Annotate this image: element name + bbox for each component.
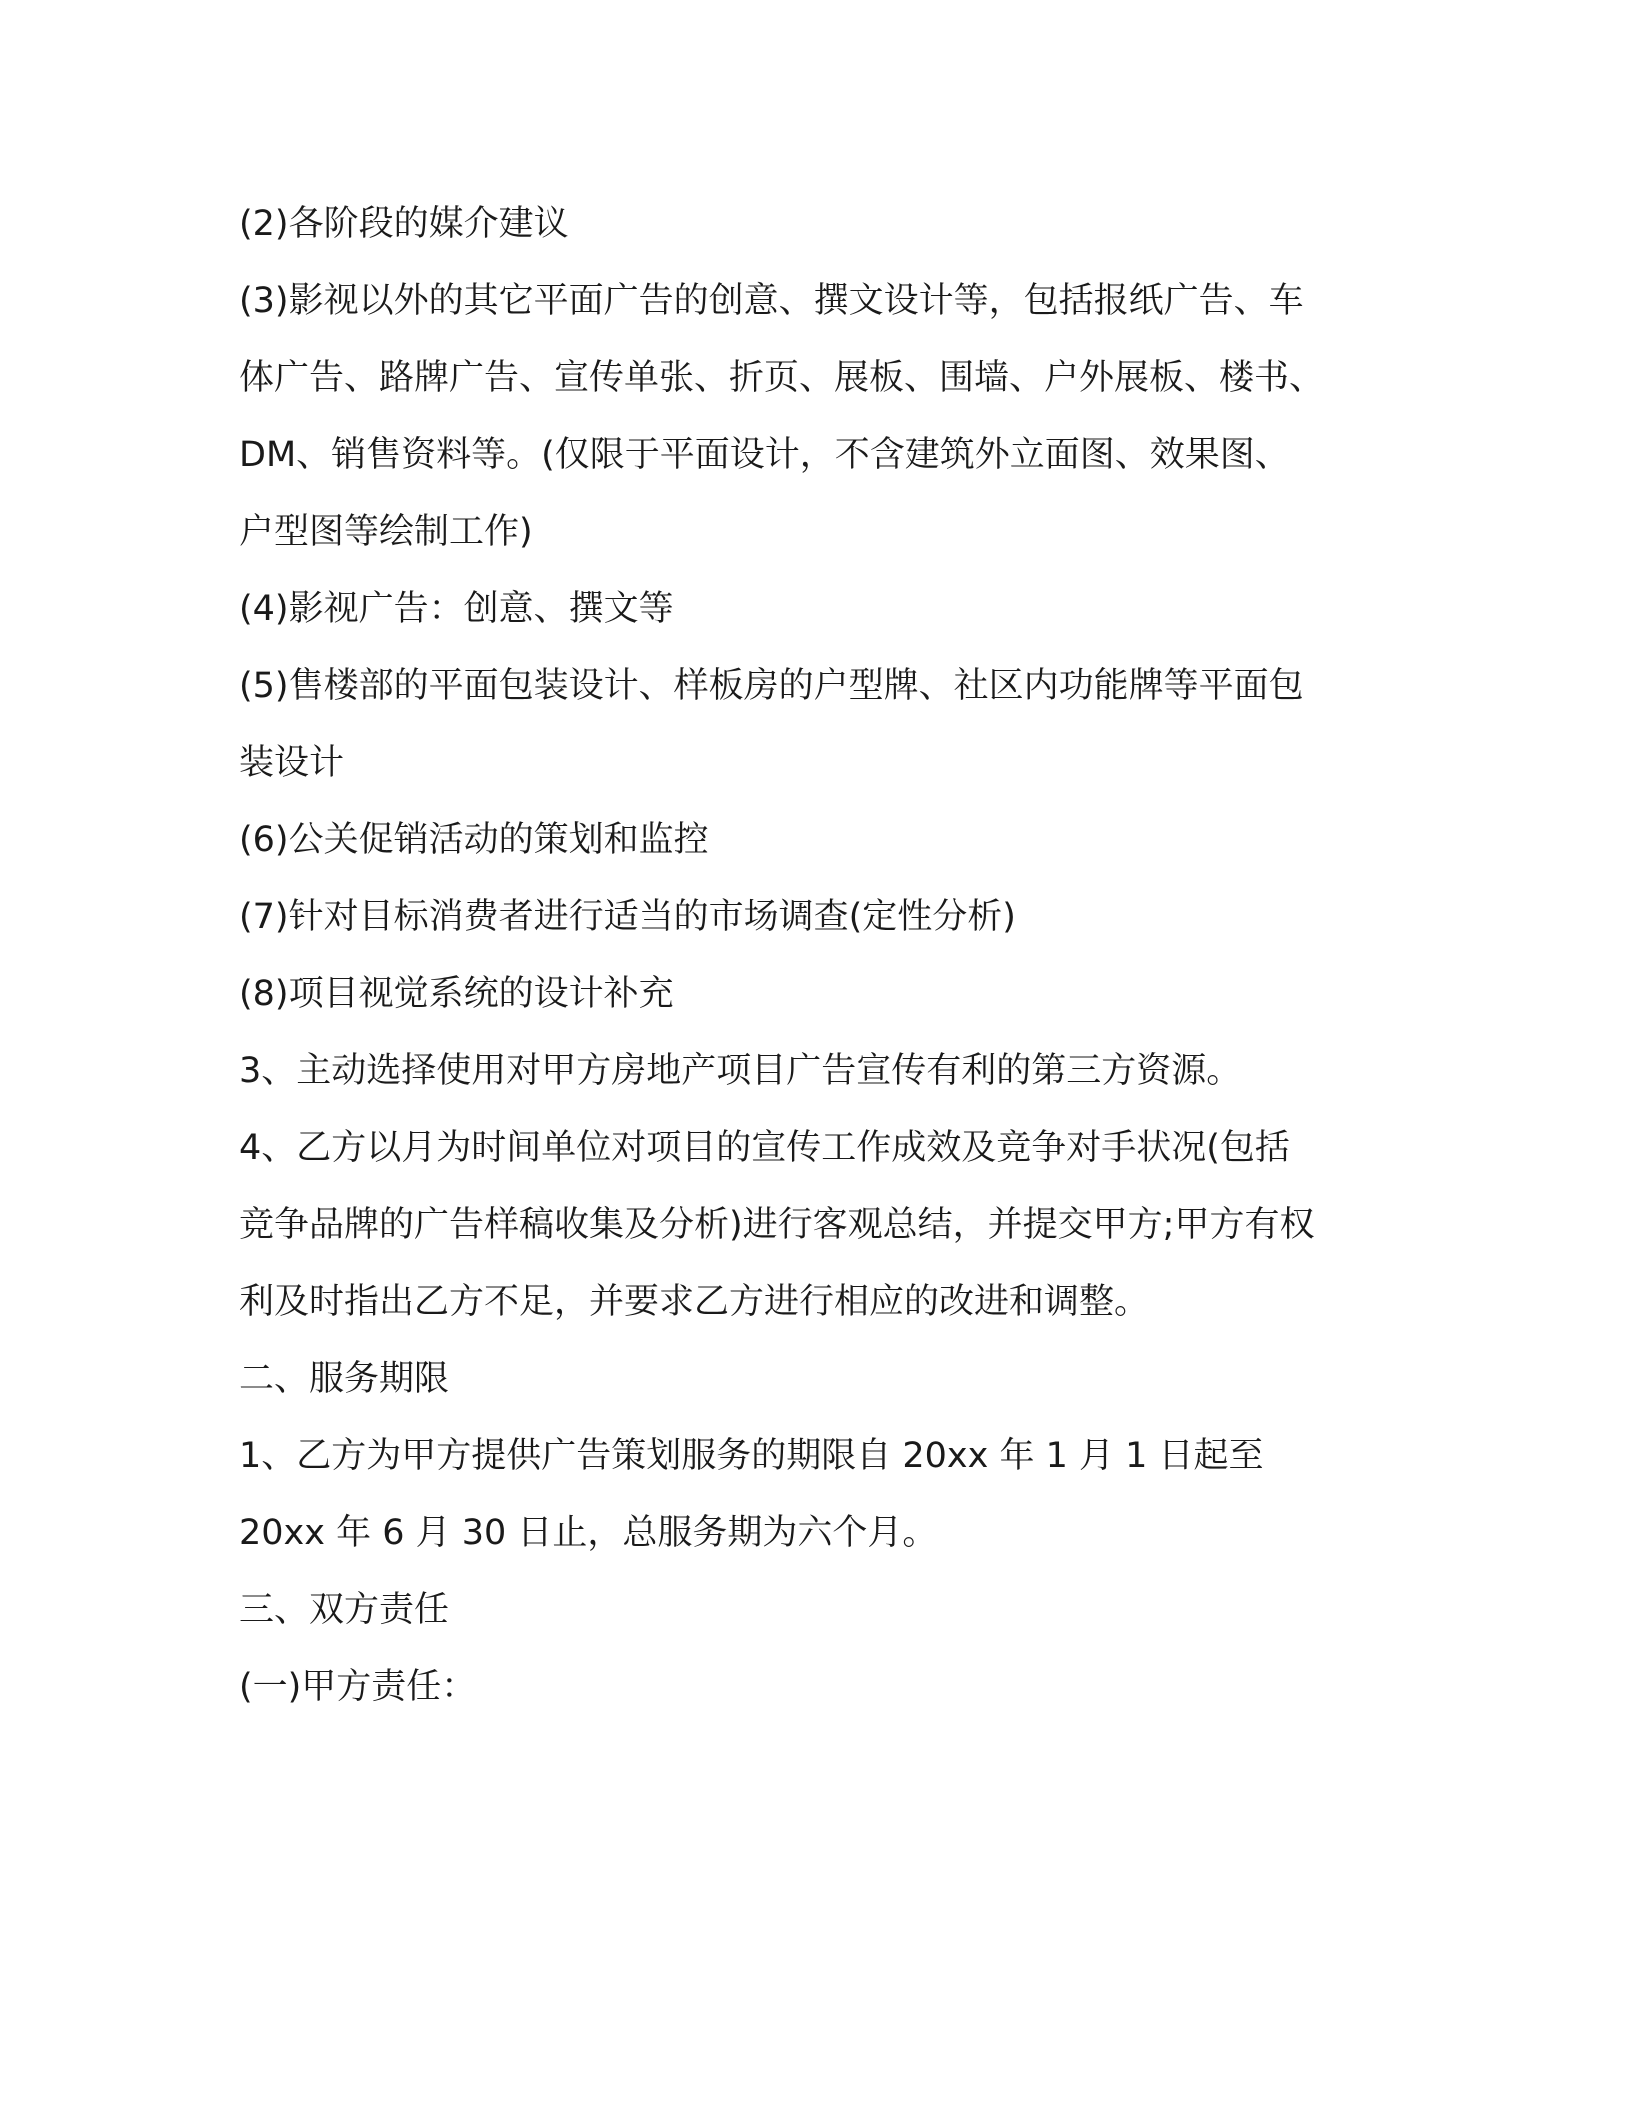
text-line: DM、销售资料等。(仅限于平面设计，不含建筑外立面图、效果图、 [239,435,1290,475]
text-line: (4)影视广告：创意、撰文等 [239,589,674,629]
text-line: 户型图等绘制工作) [239,512,533,552]
text-line: (8)项目视觉系统的设计补充 [239,974,674,1014]
text-line: 体广告、路牌广告、宣传单张、折页、展板、围墙、户外展板、楼书、 [239,358,1325,398]
text-line: 20xx 年 6 月 30 日止，总服务期为六个月。 [239,1513,938,1553]
section-heading: 二、服务期限 [239,1359,450,1399]
text-line: (7)针对目标消费者进行适当的市场调查(定性分析) [239,897,1016,937]
text-line: 4、乙方以月为时间单位对项目的宣传工作成效及竞争对手状况(包括 [239,1128,1290,1168]
text-line: 利及时指出乙方不足，并要求乙方进行相应的改进和调整。 [239,1282,1150,1322]
text-line: (2)各阶段的媒介建议 [239,204,569,244]
text-line: 竞争品牌的广告样稿收集及分析)进行客观总结，并提交甲方;甲方有权 [239,1205,1315,1245]
section-heading: 三、双方责任 [239,1590,450,1630]
document-body [239,186,1399,1726]
text-line: (6)公关促销活动的策划和监控 [239,820,709,860]
text-line: 1、乙方为甲方提供广告策划服务的期限自 20xx 年 1 月 1 日起至 [239,1436,1264,1476]
text-line: 3、主动选择使用对甲方房地产项目广告宣传有利的第三方资源。 [239,1051,1242,1091]
text-line: (5)售楼部的平面包装设计、样板房的户型牌、社区内功能牌等平面包 [239,666,1304,706]
text-line: 装设计 [239,743,345,783]
text-line: (3)影视以外的其它平面广告的创意、撰文设计等，包括报纸广告、车 [239,281,1304,321]
subsection-heading: (一)甲方责任： [239,1667,477,1707]
